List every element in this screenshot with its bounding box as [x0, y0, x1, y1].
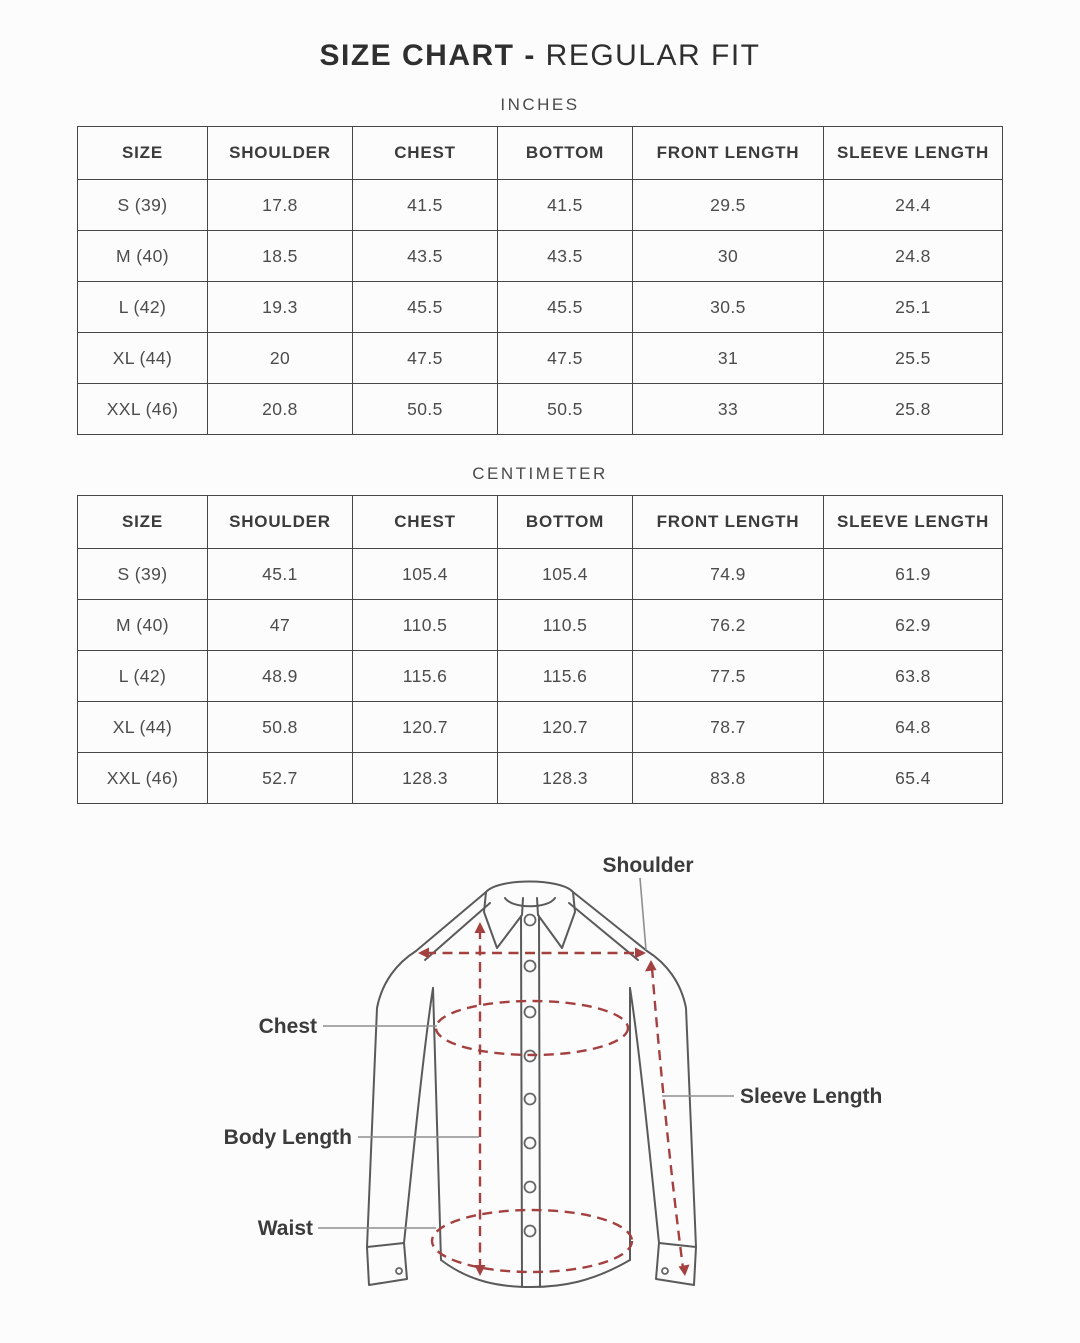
value-cell: 64.8	[824, 702, 1003, 753]
value-cell: 78.7	[633, 702, 824, 753]
value-cell: 19.3	[208, 282, 353, 333]
column-header: FRONT LENGTH	[633, 127, 824, 180]
value-cell: 33	[633, 384, 824, 435]
chest-diagram-label: Chest	[258, 1015, 317, 1038]
value-cell: 17.8	[208, 180, 353, 231]
value-cell: 105.4	[353, 549, 498, 600]
waist-diagram-label: Waist	[257, 1217, 313, 1240]
value-cell: 25.1	[824, 282, 1003, 333]
body-length-diagram-label: Body Length	[223, 1126, 352, 1149]
column-header: FRONT LENGTH	[633, 496, 824, 549]
column-header: CHEST	[353, 127, 498, 180]
value-cell: 76.2	[633, 600, 824, 651]
value-cell: 43.5	[353, 231, 498, 282]
value-cell: 105.4	[498, 549, 633, 600]
size-cell: M (40)	[78, 231, 208, 282]
value-cell: 45.5	[353, 282, 498, 333]
value-cell: 61.9	[824, 549, 1003, 600]
value-cell: 30	[633, 231, 824, 282]
value-cell: 52.7	[208, 753, 353, 804]
value-cell: 24.4	[824, 180, 1003, 231]
size-cell: XXL (46)	[78, 753, 208, 804]
measurement-arrowheads	[418, 922, 690, 1276]
column-header: SLEEVE LENGTH	[824, 496, 1003, 549]
sleeve-length-diagram-label: Sleeve Length	[740, 1085, 883, 1108]
value-cell: 20	[208, 333, 353, 384]
shoulder-diagram-label: Shoulder	[602, 854, 694, 877]
value-cell: 128.3	[353, 753, 498, 804]
table-row	[78, 282, 1003, 333]
size-cell: XL (44)	[78, 333, 208, 384]
value-cell: 50.5	[498, 384, 633, 435]
size-cell: S (39)	[78, 180, 208, 231]
value-cell: 50.5	[353, 384, 498, 435]
column-header: BOTTOM	[498, 127, 633, 180]
table-row	[78, 384, 1003, 435]
page-title	[0, 0, 1080, 72]
value-cell: 31	[633, 333, 824, 384]
header-row	[78, 127, 1003, 180]
table-row	[78, 753, 1003, 804]
value-cell: 25.5	[824, 333, 1003, 384]
value-cell: 41.5	[498, 180, 633, 231]
size-cell: L (42)	[78, 282, 208, 333]
size-cell: XXL (46)	[78, 384, 208, 435]
value-cell: 110.5	[353, 600, 498, 651]
value-cell: 77.5	[633, 651, 824, 702]
value-cell: 18.5	[208, 231, 353, 282]
value-cell: 29.5	[633, 180, 824, 231]
table-row	[78, 702, 1003, 753]
waist-measure-ellipse	[432, 1210, 632, 1272]
value-cell: 120.7	[353, 702, 498, 753]
inches-label: INCHES	[500, 95, 580, 114]
value-cell: 62.9	[824, 600, 1003, 651]
table-row	[78, 231, 1003, 282]
centimeter-table	[77, 495, 1003, 804]
centimeter-label: CENTIMETER	[472, 464, 608, 483]
value-cell: 47.5	[353, 333, 498, 384]
value-cell: 83.8	[633, 753, 824, 804]
value-cell: 45.5	[498, 282, 633, 333]
size-cell: S (39)	[78, 549, 208, 600]
column-header: SHOULDER	[208, 127, 353, 180]
column-header: SHOULDER	[208, 496, 353, 549]
value-cell: 43.5	[498, 231, 633, 282]
table-row	[78, 333, 1003, 384]
value-cell: 41.5	[353, 180, 498, 231]
table-row	[78, 549, 1003, 600]
value-cell: 128.3	[498, 753, 633, 804]
value-cell: 120.7	[498, 702, 633, 753]
size-cell: XL (44)	[78, 702, 208, 753]
value-cell: 47	[208, 600, 353, 651]
column-header: BOTTOM	[498, 496, 633, 549]
table-row	[78, 651, 1003, 702]
column-header: CHEST	[353, 496, 498, 549]
inches-table	[77, 126, 1003, 435]
table-row	[78, 600, 1003, 651]
value-cell: 48.9	[208, 651, 353, 702]
shirt-measurement-diagram	[0, 809, 1080, 1343]
value-cell: 24.8	[824, 231, 1003, 282]
table-row	[78, 180, 1003, 231]
value-cell: 20.8	[208, 384, 353, 435]
column-header: SIZE	[78, 127, 208, 180]
value-cell: 30.5	[633, 282, 824, 333]
value-cell: 110.5	[498, 600, 633, 651]
size-cell: M (40)	[78, 600, 208, 651]
size-cell: L (42)	[78, 651, 208, 702]
value-cell: 115.6	[498, 651, 633, 702]
value-cell: 115.6	[353, 651, 498, 702]
value-cell: 63.8	[824, 651, 1003, 702]
header-row	[78, 496, 1003, 549]
value-cell: 74.9	[633, 549, 824, 600]
column-header: SLEEVE LENGTH	[824, 127, 1003, 180]
value-cell: 50.8	[208, 702, 353, 753]
value-cell: 45.1	[208, 549, 353, 600]
value-cell: 47.5	[498, 333, 633, 384]
page-title-regular: REGULAR FIT	[545, 39, 761, 72]
column-header: SIZE	[78, 496, 208, 549]
value-cell: 65.4	[824, 753, 1003, 804]
value-cell: 25.8	[824, 384, 1003, 435]
page-title-bold: SIZE CHART -	[319, 39, 536, 72]
